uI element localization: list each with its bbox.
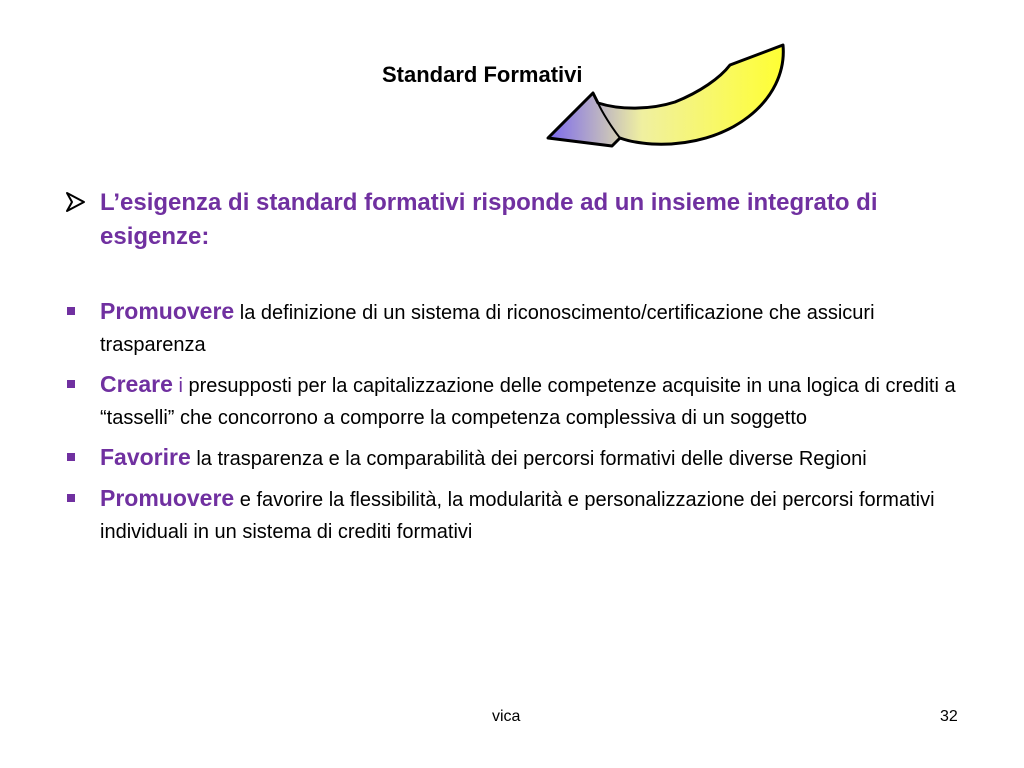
bullet-list bbox=[62, 295, 982, 555]
intro-text: L’esigenza di standard formativi risponde ad un insieme integrato di esigenze: bbox=[100, 189, 878, 250]
list-item bbox=[62, 368, 982, 434]
bullet-extra: i bbox=[172, 375, 183, 397]
bullet-text: la trasparenza e la comparabilità dei percorsi formativi delle diverse Regioni bbox=[190, 448, 867, 470]
bullet-keyword: Favorire bbox=[100, 444, 191, 470]
list-item bbox=[62, 441, 982, 475]
bullet-keyword: Promuovere bbox=[100, 485, 235, 511]
arrowhead-bullet-icon bbox=[62, 188, 90, 216]
list-item bbox=[62, 295, 982, 361]
bullet-text: e favorire la flessibilità, la modularità e personalizzazione dei percorsi formativi individuali in un sistema di crediti formativi bbox=[100, 489, 935, 543]
slide-title: Standard Formativi bbox=[382, 62, 583, 87]
bullet-text: la definizione di un sistema di riconoscimento/certificazione che assicuri trasparenza bbox=[100, 302, 875, 356]
list-item bbox=[62, 482, 982, 548]
curved-arrow-icon bbox=[540, 40, 790, 152]
square-bullet-icon bbox=[67, 307, 75, 315]
bullet-keyword: Promuovere bbox=[100, 298, 235, 324]
bullet-keyword: Creare bbox=[100, 371, 173, 397]
square-bullet-icon bbox=[67, 380, 75, 388]
square-bullet-icon bbox=[67, 494, 75, 502]
page-number: 32 bbox=[940, 708, 958, 725]
square-bullet-icon bbox=[67, 453, 75, 461]
bullet-text: presupposti per la capitalizzazione delle competenze acquisite in una logica di crediti a “tasselli” che concorrono a comporre la competenza complessiva di un soggetto bbox=[100, 375, 956, 429]
footer-author: vica bbox=[492, 708, 521, 725]
